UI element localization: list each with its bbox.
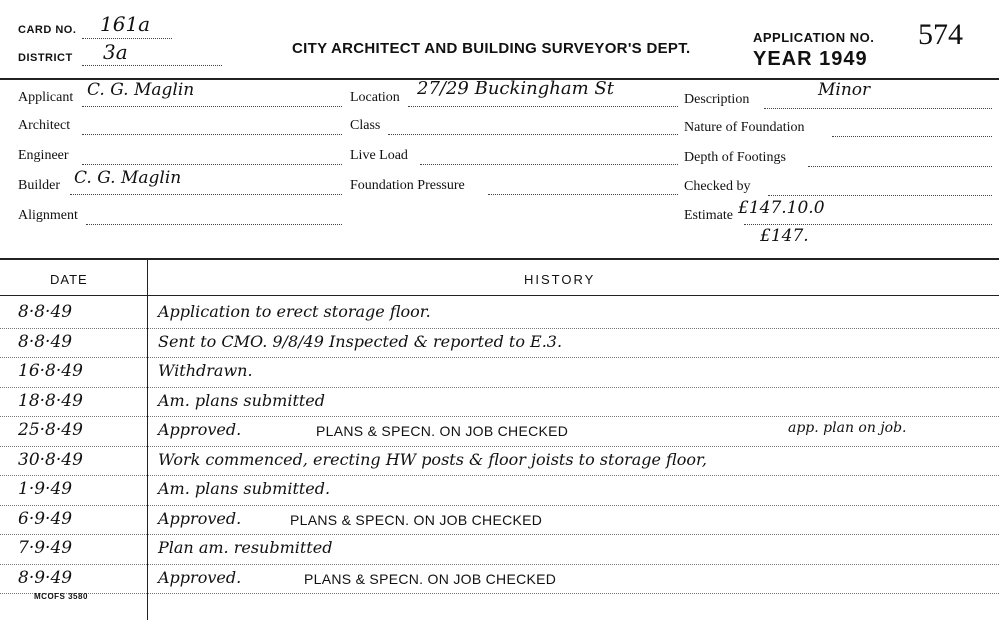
application-label: APPLICATION NO. — [753, 30, 875, 45]
card-no-label: CARD NO. — [18, 24, 77, 36]
history-entry: Withdrawn. — [158, 361, 253, 380]
history-entry: Sent to CMO. 9/8/49 Inspected & reported to E.3. — [158, 331, 563, 351]
history-row — [0, 507, 999, 537]
history-date: 18·8·49 — [18, 390, 83, 411]
row-dotted-line — [0, 357, 999, 358]
history-header: HISTORY — [524, 272, 596, 287]
checked-stamp: PLANS & SPECN. ON JOB CHECKED — [290, 511, 543, 528]
checked-by-label: Checked by — [684, 179, 751, 194]
history-date: 8·8·49 — [18, 331, 73, 352]
row-dotted-line — [0, 416, 999, 417]
date-header: DATE — [50, 272, 88, 287]
history-row — [0, 359, 999, 389]
history-row — [0, 418, 999, 448]
description-value: Minor — [818, 80, 871, 100]
row-dotted-line — [0, 564, 999, 565]
history-date: 30·8·49 — [18, 449, 83, 470]
applicant-value: C. G. Maglin — [87, 80, 195, 100]
history-row — [0, 566, 999, 596]
description-label: Description — [684, 92, 750, 107]
builder-label: Builder — [18, 178, 60, 193]
history-row — [0, 477, 999, 507]
location-value: 27/29 Buckingham St — [417, 78, 614, 99]
year-label: YEAR 1949 — [753, 48, 868, 70]
history-row — [0, 389, 999, 419]
history-entry: Approved. — [158, 567, 242, 587]
print-code: MCOFS 3580 — [34, 592, 88, 601]
history-note: app. plan on job. — [788, 420, 907, 436]
engineer-label: Engineer — [18, 148, 69, 163]
history-header-rule — [0, 295, 999, 296]
history-entry: Am. plans submitted — [158, 390, 326, 410]
history-entry: Application to erect storage floor. — [158, 302, 431, 321]
card-no-value: 161a — [100, 12, 151, 36]
architect-label: Architect — [18, 118, 71, 133]
history-date: 7·9·49 — [18, 538, 73, 558]
applicant-label: Applicant — [18, 90, 74, 105]
nature-of-foundation-label: Nature of Foundation — [684, 120, 805, 135]
checked-stamp: PLANS & SPECN. ON JOB CHECKED — [304, 570, 557, 587]
row-dotted-line — [0, 387, 999, 388]
row-dotted-line — [0, 446, 999, 447]
depth-of-footings-label: Depth of Footings — [684, 150, 786, 165]
district-value: 3a — [103, 40, 128, 64]
live-load-label: Live Load — [350, 148, 408, 163]
history-date: 8·9·49 — [18, 567, 73, 588]
history-date: 1·9·49 — [18, 479, 73, 499]
history-date: 6·9·49 — [18, 508, 73, 529]
history-entry: Approved. — [158, 508, 242, 528]
history-entry: Work commenced, erecting HW posts & floor joists to storage floor, — [158, 449, 707, 469]
history-entry: Plan am. resubmitted — [158, 538, 333, 557]
row-dotted-line — [0, 328, 999, 329]
history-row — [0, 536, 999, 566]
estimate-label: Estimate — [684, 208, 733, 223]
checked-stamp: PLANS & SPECN. ON JOB CHECKED — [316, 423, 569, 439]
estimate-value: £147.10.0 — [738, 198, 825, 218]
location-label: Location — [350, 90, 400, 105]
department-title: CITY ARCHITECT AND BUILDING SURVEYOR'S DEPT. — [292, 40, 691, 57]
foundation-pressure-label: Foundation Pressure — [350, 178, 465, 193]
row-dotted-line — [0, 505, 999, 506]
history-row — [0, 330, 999, 360]
row-dotted-line — [0, 534, 999, 535]
row-dotted-line — [0, 593, 999, 594]
row-dotted-line — [0, 475, 999, 476]
class-label: Class — [350, 118, 381, 133]
builder-value: C. G. Maglin — [74, 168, 182, 188]
history-date: 16·8·49 — [18, 361, 83, 381]
history-entry: Approved. — [158, 420, 242, 439]
history-entry: Am. plans submitted. — [158, 479, 331, 498]
history-date: 25·8·49 — [18, 420, 83, 440]
district-label: DISTRICT — [18, 52, 73, 64]
estimate-value-rounded: £147. — [760, 226, 809, 246]
history-top-rule — [0, 258, 999, 260]
history-date: 8·8·49 — [18, 302, 73, 322]
application-number: 574 — [918, 18, 963, 51]
alignment-label: Alignment — [18, 208, 78, 223]
history-row — [0, 448, 999, 478]
history-row — [0, 300, 999, 330]
